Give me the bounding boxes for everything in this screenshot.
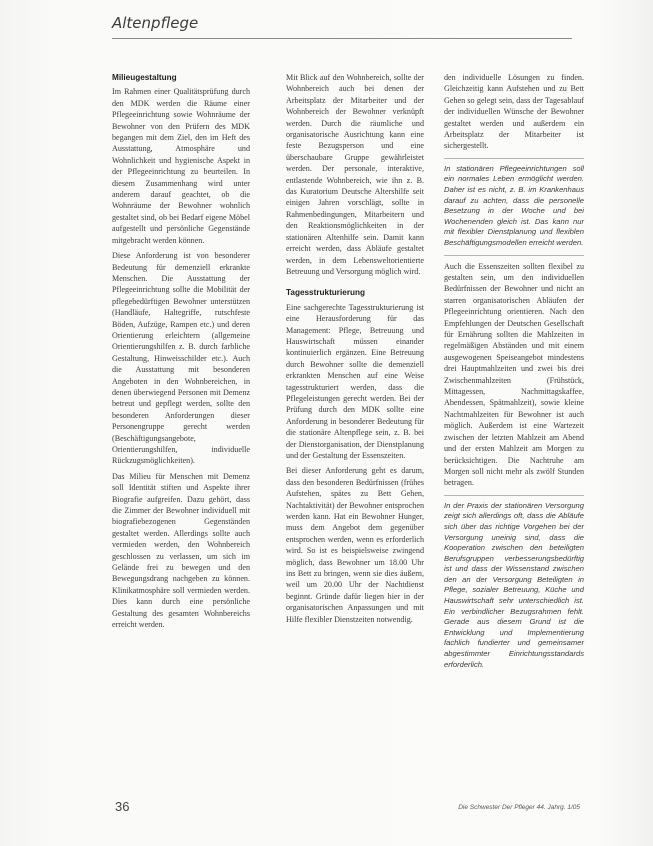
paragraph: Diese Anforderung ist von besonderer Bedeutung für demenziell erkrankte Menschen. Die Ausstattung der Pflegeeinrichtung sollte die Mobilität der pflegebedürftigen Bewohner unterstützen (Handläufe, Haltegriffe, rutschfeste Böden, Aufzüge, Rampen etc.) und deren Orientierung erleichtern (allgemeine Orientierungshilfen z. B. durch farbliche Gestaltung, Hinweisschilder etc.). Auch die Ausstattung mit besonderen Angeboten in den Wohnbereichen, in denen überwiegend Personen mit Demenz betreut und gepflegt werden, sollte den besonderen Anforderungen dieser Personengruppe gerecht werden (Beschäftigungsangebote, Orientierungshilfen, individuelle Rückzugsmöglichkeiten). xyxy=(112,251,250,466)
paragraph: den individuelle Lösungen zu finden. Gleichzeitig kann Aufstehen und zu Bett Gehen so gelegt sein, dass der Tagesablauf der individuellen Wünsche der Bewohner gestaltet werden und außerdem ein Arbeitsplatz der Mitarbeiter ist sichergestellt. xyxy=(444,73,584,151)
paragraph: Mit Blick auf den Wohnbereich, sollte der Wohnbereich auch bei denen der Arbeitsplatz der Mitarbeiter und der Wohnbereich der Bewohner verknüpft werden. Durch die räumliche und organisatorische Ausrichtung kann eine feste Bezugsperson und eine überschaubare Gruppe gewährleistet werden. Der personale, interaktive, entlastende Wohnbereich, wie ihn z. B. das Kuratorium Deutsche Altershilfe seit einigen Jahren vorschlägt, sollte in Rahmenbedingungen, Mitarbeitern und den Reaktionsmöglichkeiten in der stationären Altenhilfe sein. Damit kann erreicht werden, dass Abläufe gestaltet werden, in dem Lebensweltorientierte Betreuung und Versorgung möglich wird. xyxy=(286,73,424,276)
heading-milieugestaltung: Milieugestaltung xyxy=(112,73,177,82)
column-3 xyxy=(444,72,584,674)
paragraph: Auch die Essenszeiten sollten flexibel zu gestalten sein, um den individuellen Bedürfnissen der Bewohner und nicht an starren organisatorischen Abläufen der Pflegeeinrichtung orientieren. Nach den Empfehlungen der Deutschen Gesellschaft für Ernährung sollten die Mahlzeiten in regelmäßigen Abständen und mit einem ausgewogenen Speiseangebot mindestens drei Hauptmahlzeiten und zwei bis drei Zwischenmahlzeiten (Frühstück, Mittagessen, Nachmittagskaffee, Abendessen, Spätmahlzeit), sowie kleine Nachtmahlzeiten für Bewohner ist auch möglich. Außerdem ist eine Wartezeit zwischen der letzten Mahlzeit am Abend und der ersten Mahlzeit am Morgen zu berücksichtigen. Die Nachtruhe am Morgen soll nicht mehr als zwölf Stunden betragen. xyxy=(444,261,584,488)
paragraph: Eine sachgerechte Tagesstrukturierung ist eine Herausforderung für das Management: Pflege, Betreuung und Hauswirtschaft müssen einander kontinuierlich ergänzen. Eine Betreuung durch Bewohner sollte die demenziell erkrankten Menschen auf eine Weise tagesstrukturiert werden, dass die Pflegeleistungen gerecht werden. Bei der Prüfung durch den MDK sollte eine Anforderung in besonderer Bedeutung für die stationäre Altenpflege sein, z. B. bei der Dienstorganisation, der Dienstplanung und der Gestaltung der Essenszeiten. xyxy=(286,302,424,460)
divider xyxy=(444,495,584,496)
callout-text: In der Praxis der stationären Versorgung zeigt sich allerdings oft, dass die Abläufe sich über das richtige Vorgehen bei der Versorgung uneinig sind, dass die Kooperation zwischen den beteiligten Berufsgruppen verbesserungsbedürftig ist und dass der Wissenstand zwischen den an der Versorgung Beteiligten in Pflege, sozialer Betreuung, Küche und Hauswirtschaft sehr unterschiedlich ist. Ein verbindlicher Bezugsrahmen fehlt. Gerade aus diesem Grund ist die Entwicklung und Implementierung fachlich fundierter und gemeinsamer abgestimmter Einrichtungsstandards erforderlich. xyxy=(444,500,584,669)
divider xyxy=(444,255,584,256)
column-2 xyxy=(286,72,424,629)
heading-tagesstrukturierung: Tagesstrukturierung xyxy=(286,288,366,298)
column-1 xyxy=(112,72,250,635)
paragraph: Bei dieser Anforderung geht es darum, dass den besonderen Bedürfnissen (frühes Aufstehen, spätes zu Bett Gehen, Nachtaktivität) der Bewohner entsprochen werden kann. Hat ein Bewohner Hunger, muss dem Angebot dem gegenüber entsprochen werden, wenn es erforderlich wird. So ist es beispielsweise zwingend möglich, dass Bewohner um 18.00 Uhr ins Bett zu bringen, wenn sie dies äußern, weil um 20.00 Uhr der Nachtdienst beginnt. Gründe dafür liegen hier in der organisatorischen Anpassungen und mit Hilfe flexibler Dienstzeiten notwendig. xyxy=(286,466,424,624)
paragraph: Das Milieu für Menschen mit Demenz soll Identität stiften und Aspekte ihrer Biografie aufgreifen. Dazu gehört, dass die Zimmer der Bewohner individuell mit biografiebezogenen Gegenständen gestaltet werden. Allerdings sollte auch vermieden werden, den Wohnbereich geschlossen zu verlassen, um sich im Gelände frei zu bewegen und den Bewegungsdrang nachgeben zu können. Klinikatmosphäre soll vermieden werden. Dies kann durch eine persönliche Gestaltung des gesamten Wohnbereichs erreicht werden. xyxy=(112,471,250,630)
section-header: Altenpflege xyxy=(112,14,199,32)
page-number: 36 xyxy=(115,799,130,814)
paragraph: Im Rahmen einer Qualitätsprüfung durch den MDK werden die Räume einer Pflegeeinrichtung sowie Wohnräume der Bewohner von den Prüfern des MDK begangen mit dem Ziel, den im Heft des Ausstattung, Atmosphäre und Wohnlichkeit und hygienische Aspekt in der Pflegeeinrichtung zu beurteilen. In diesem Zusammenhang wird unter anderem darauf geachtet, ob die Wohnräume der Bewohner wohnlich gestaltet sind, ob bei Bedarf eigene Möbel aufgestellt und persönliche Gegenstände mitgebracht werden können. xyxy=(112,87,250,245)
running-footer: Die Schwester Der Pfleger 44. Jahrg. 1/05 xyxy=(458,804,580,811)
callout-text: In stationären Pflegeeinrichtungen soll ein normales Leben ermöglicht werden. Daher ist es nicht, z. B. im Krankenhaus darauf zu achten, dass die personelle Besetzung in der Woche und bei Wochenenden gleich ist. Das kann nur mit flexibler Dienstplanung und flexiblen Beschäftigungsmodellen erreicht werden. xyxy=(444,163,584,247)
divider xyxy=(444,158,584,159)
